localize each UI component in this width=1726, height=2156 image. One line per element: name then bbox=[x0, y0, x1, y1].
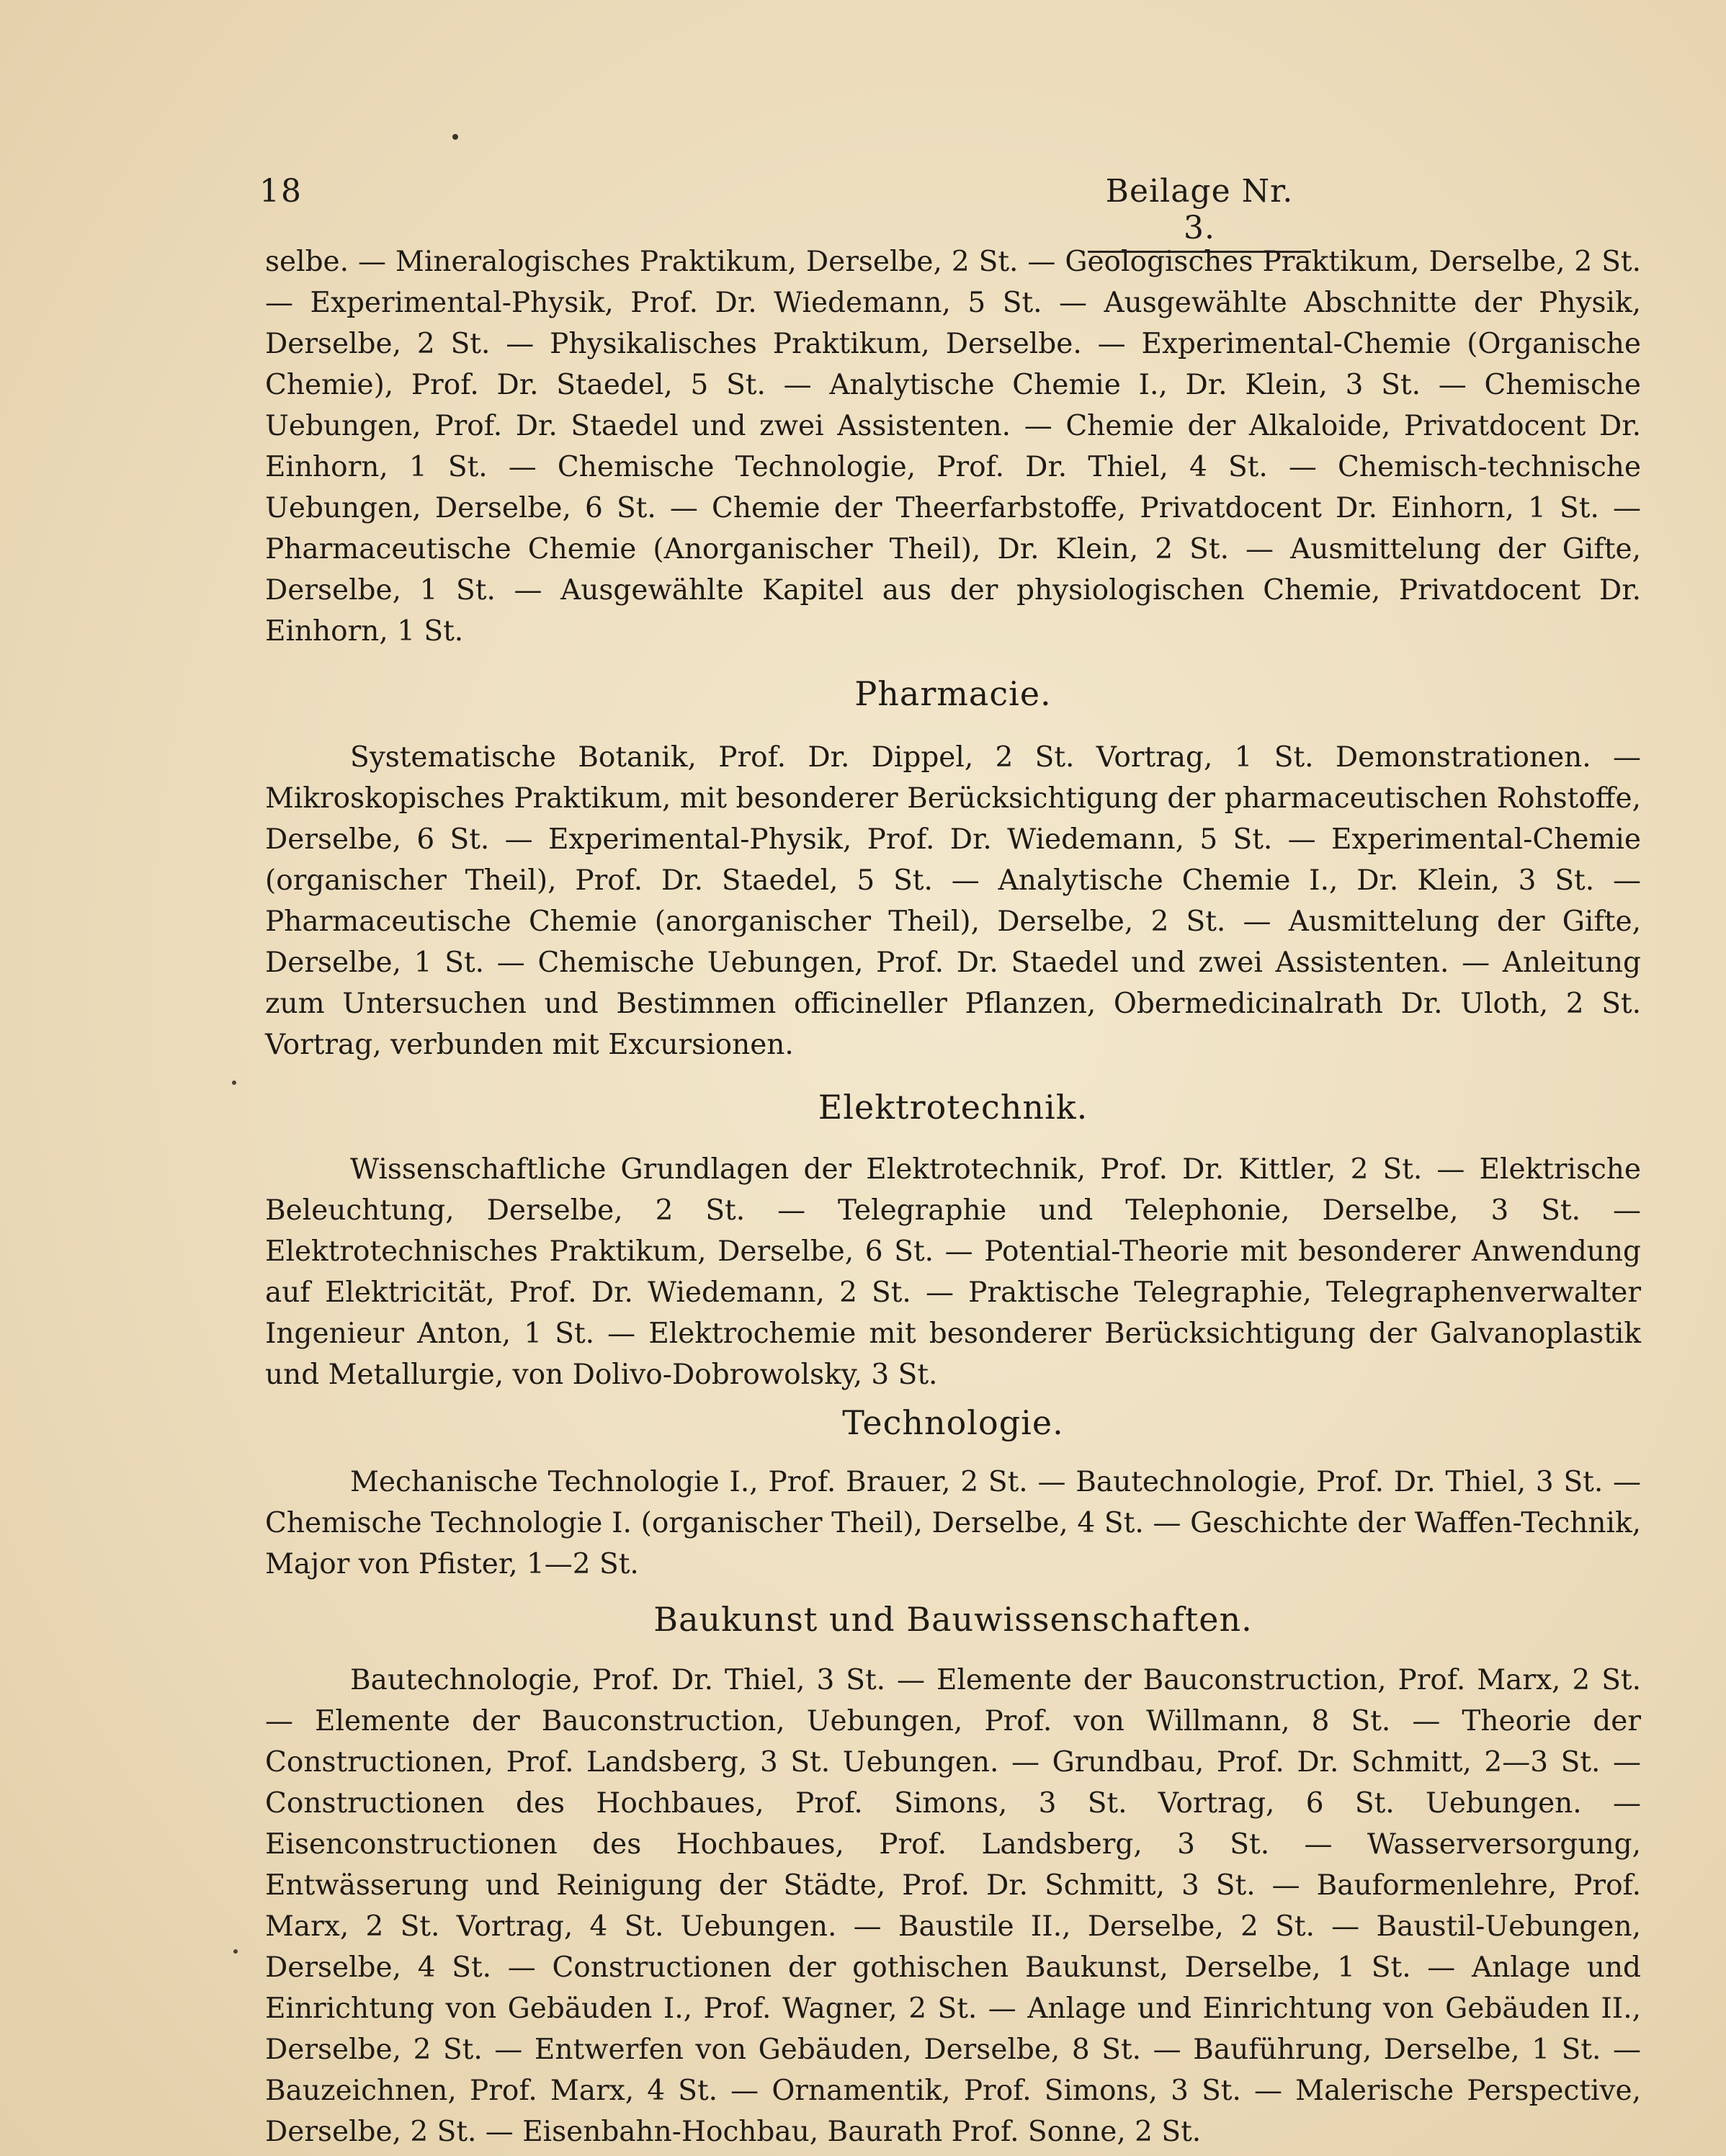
margin-mark bbox=[233, 1949, 238, 1954]
ink-speck bbox=[452, 134, 458, 140]
technologie-paragraph: Mechanische Technologie I., Prof. Brauer, 2 St. — Bautechnologie, Prof. Dr. Thiel, 3 St. — Chemische Technologie I. (organischer Theil), Derselbe, 4 St. — Geschichte der Waffen-Technik, Major von Pfister, 1—2 St. bbox=[265, 1466, 1641, 1580]
pharmacie-paragraph: Systematische Botanik, Prof. Dr. Dippel, 2 St. Vortrag, 1 St. Demonstrationen. — Mikroskopisches Praktikum, mit besonderer Berücksichtigung der pharmaceutischen Rohstoffe, Derselbe, 6 St. — Experimental-Physik, Prof. Dr. Wiedemann, 5 St. — Experimental-Chemie (organischer Theil), Prof. Dr. Staedel, 5 St. — Analytische Chemie I., Dr. Klein, 3 St. — Pharmaceutische Chemie (anorganischer Theil), Derselbe, 2 St. — Ausmittelung der Gifte, Derselbe, 1 St. — Chemische Uebungen, Prof. Dr. Staedel und zwei Assistenten. — Anleitung zum Untersuchen und Bestimmen officineller Pflanzen, Obermedicinalrath Dr. Uloth, 2 St. Vortrag, verbunden mit Excursionen. bbox=[265, 741, 1641, 1061]
page-header bbox=[259, 173, 1640, 246]
page-number: 18 bbox=[259, 173, 303, 210]
section-heading-technologie: Technologie. bbox=[842, 1403, 1064, 1442]
margin-mark bbox=[232, 1081, 236, 1085]
intro-paragraph: selbe. — Mineralogisches Praktikum, Derselbe, 2 St. — Geologisches Praktikum, Derselbe, 2 St. — Experimental-Physik, Prof. Dr. Wiedemann, 5 St. — Ausgewählte Abschnitte der Physik, Derselbe, 2 St. — Physikalisches Praktikum, Derselbe. — Experimental-Chemie (Organische Chemie), Prof. Dr. Staedel, 5 St. — Analytische Chemie I., Dr. Klein, 3 St. — Chemische Uebungen, Prof. Dr. Staedel und zwei Assistenten. — Chemie der Alkaloide, Privatdocent Dr. Einhorn, 1 St. — Chemische Technologie, Prof. Dr. Thiel, 4 St. — Chemisch-technische Uebungen, Derselbe, 6 St. — Chemie der Theerfarbstoffe, Privatdocent Dr. Einhorn, 1 St. — Pharmaceutische Chemie (Anorganischer Theil), Dr. Klein, 2 St. — Ausmittelung der Gifte, Derselbe, 1 St. — Ausgewählte Kapitel aus der physiologischen Chemie, Privatdocent Dr. Einhorn, 1 St. bbox=[265, 246, 1641, 648]
section-heading-pharmacie: Pharmacie. bbox=[854, 674, 1052, 713]
section-heading-baukunst: Baukunst und Bauwissenschaften. bbox=[653, 1600, 1253, 1639]
section-heading-elektrotechnik: Elektrotechnik. bbox=[818, 1088, 1088, 1127]
page-body bbox=[265, 241, 1641, 2152]
running-title: Beilage Nr. 3. bbox=[1088, 173, 1311, 253]
baukunst-paragraph: Bautechnologie, Prof. Dr. Thiel, 3 St. — Elemente der Bauconstruction, Prof. Marx, 2 St. — Elemente der Bauconstruction, Uebungen, Prof. von Willmann, 8 St. — Theorie der Constructionen, Prof. Landsberg, 3 St. Uebungen. — Grundbau, Prof. Dr. Schmitt, 2—3 St. — Constructionen des Hochbaues, Prof. Simons, 3 St. Vortrag, 6 St. Uebungen. — Eisenconstructionen des Hochbaues, Prof. Landsberg, 3 St. — Wasserversorgung, Entwässerung und Reinigung der Städte, Prof. Dr. Schmitt, 3 St. — Bauformenlehre, Prof. Marx, 2 St. Vortrag, 4 St. Uebungen. — Baustile II., Derselbe, 2 St. — Baustil-Uebungen, Derselbe, 4 St. — Constructionen der gothischen Baukunst, Derselbe, 1 St. — Anlage und Einrichtung von Gebäuden I., Prof. Wagner, 2 St. — Anlage und Einrichtung von Gebäuden II., Derselbe, 2 St. — Entwerfen von Gebäuden, Derselbe, 8 St. — Bauführung, Derselbe, 1 St. — Bauzeichnen, Prof. Marx, 4 St. — Ornamentik, Prof. Simons, 3 St. — Malerische Perspective, Derselbe, 2 St. — Eisenbahn-Hochbau, Baurath Prof. Sonne, 2 St. bbox=[265, 1664, 1641, 2148]
elektrotechnik-paragraph: Wissenschaftliche Grundlagen der Elektrotechnik, Prof. Dr. Kittler, 2 St. — Elektrische Beleuchtung, Derselbe, 2 St. — Telegraphie und Telephonie, Derselbe, 3 St. — Elektrotechnisches Praktikum, Derselbe, 6 St. — Potential-Theorie mit besonderer Anwendung auf Elektricität, Prof. Dr. Wiedemann, 2 St. — Praktische Telegraphie, Telegraphenverwalter Ingenieur Anton, 1 St. — Elektrochemie mit besonderer Berücksichtigung der Galvanoplastik und Metallurgie, von Dolivo-Dobrowolsky, 3 St. bbox=[265, 1153, 1641, 1391]
